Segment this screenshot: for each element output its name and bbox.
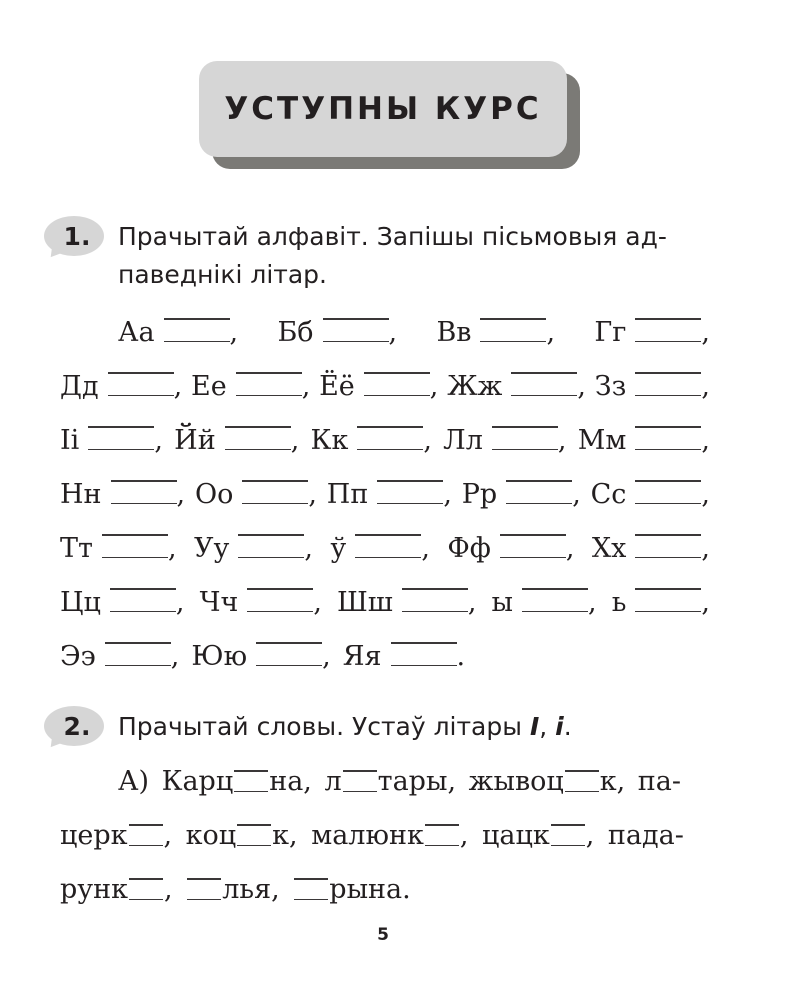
alphabet-item [60, 642, 179, 672]
handwriting-blank[interactable] [357, 426, 423, 450]
handwriting-blank[interactable] [111, 480, 177, 504]
separator: , [229, 317, 239, 348]
letter-pair: Рр [461, 479, 498, 510]
handwriting-blank[interactable] [110, 588, 176, 612]
alphabet-item [436, 318, 555, 348]
alphabet-item [330, 534, 429, 564]
letter-pair: Оо [194, 479, 234, 510]
separator: , [701, 371, 710, 402]
letter-gap-blank[interactable] [343, 770, 377, 792]
handwriting-blank[interactable] [105, 642, 171, 666]
alphabet-row [60, 524, 710, 564]
task-number-bubble-2 [44, 706, 104, 748]
handwriting-blank[interactable] [377, 480, 443, 504]
letter-comma: , [539, 712, 556, 741]
letter-pair: Хх [591, 533, 627, 564]
letter-pair: Пп [326, 479, 369, 510]
letter-pair: Яя [342, 641, 382, 672]
letter-pair: Сс [590, 479, 627, 510]
separator: , [421, 533, 430, 564]
separator: , [443, 479, 452, 510]
header-banner [199, 61, 567, 157]
separator: , [167, 533, 177, 564]
word-line [60, 816, 684, 856]
word-fragment: , коц [163, 820, 237, 851]
separator: , [154, 425, 163, 456]
handwriting-blank[interactable] [480, 318, 546, 342]
alphabet-item [462, 480, 581, 510]
word-fragment: рына. [329, 874, 411, 905]
word-fragment: , [164, 874, 187, 905]
separator: , [388, 317, 398, 348]
section-title: УСТУПНЫ КУРС [224, 91, 542, 127]
task1-instruction-line2: паведнікі літар. [118, 260, 327, 289]
task-number: 1. [63, 221, 91, 251]
alphabet-item [174, 426, 299, 456]
letter-pair: Дд [60, 371, 99, 402]
word-fragment: к, па- [599, 766, 682, 797]
alphabet-item [343, 642, 465, 672]
handwriting-blank[interactable] [635, 534, 701, 558]
letter-gap-blank[interactable] [187, 878, 221, 900]
separator: , [701, 479, 710, 510]
alphabet-item [447, 372, 586, 402]
separator: , [313, 587, 322, 618]
handwriting-blank[interactable] [102, 534, 168, 558]
separator: , [176, 479, 186, 510]
separator: , [572, 479, 581, 510]
separator: , [467, 587, 477, 618]
letter-gap-blank[interactable] [551, 824, 585, 846]
letter-pair: ь [611, 587, 627, 618]
alphabet-item [311, 426, 432, 456]
alphabet-row [60, 578, 710, 618]
word-fragment: , пада- [585, 820, 684, 851]
letter-pair: Кк [310, 425, 349, 456]
separator: , [701, 533, 710, 564]
handwriting-blank[interactable] [511, 372, 577, 396]
separator: , [557, 425, 567, 456]
word-line [60, 870, 411, 910]
letter-pair: ы [491, 587, 514, 618]
task2-instruction [118, 708, 572, 746]
handwriting-blank[interactable] [364, 372, 430, 396]
letter-pair: Ёё [319, 371, 355, 402]
alphabet-item [194, 534, 313, 564]
alphabet-item [447, 534, 574, 564]
handwriting-blank[interactable] [164, 318, 230, 342]
page-number: 5 [377, 925, 389, 945]
handwriting-blank[interactable] [236, 372, 302, 396]
alphabet-item [592, 534, 710, 564]
handwriting-blank[interactable] [506, 480, 572, 504]
task-number: 2. [63, 711, 91, 741]
alphabet-item [191, 642, 330, 672]
alphabet-row [60, 470, 710, 510]
letter-gap-blank[interactable] [565, 770, 599, 792]
alphabet-item [60, 426, 163, 456]
word-fragment: церк [60, 820, 128, 851]
letter-gap-blank[interactable] [294, 878, 328, 900]
word-fragment: А) Карц [118, 766, 234, 797]
word-fragment: тары, жывоц [377, 766, 564, 797]
alphabet-item [591, 480, 710, 510]
handwriting-blank[interactable] [635, 372, 701, 396]
alphabet-item [337, 588, 477, 618]
separator: , [304, 533, 313, 564]
handwriting-blank[interactable] [635, 480, 701, 504]
handwriting-blank[interactable] [492, 426, 558, 450]
alphabet-item [327, 480, 452, 510]
letter-pair: Лл [443, 425, 483, 456]
alphabet-item [118, 318, 238, 348]
letter-gap-blank[interactable] [129, 824, 163, 846]
separator: , [546, 317, 556, 348]
letter-lower-i: i [555, 712, 564, 741]
separator: , [701, 317, 710, 348]
handwriting-blank[interactable] [391, 642, 457, 666]
word-fragment: на, л [269, 766, 342, 797]
alphabet-item [191, 372, 310, 402]
separator: , [577, 371, 586, 402]
separator: . [456, 641, 466, 672]
handwriting-blank[interactable] [635, 318, 701, 342]
handwriting-blank[interactable] [323, 318, 389, 342]
task-number-bubble-1 [44, 216, 104, 258]
handwriting-blank[interactable] [635, 588, 701, 612]
letter-gap-blank[interactable] [234, 770, 268, 792]
alphabet-item [277, 318, 397, 348]
separator: , [423, 425, 432, 456]
separator: , [588, 587, 597, 618]
word-fragment: лья, [222, 874, 294, 905]
separator: , [170, 641, 180, 672]
instruction-period: . [563, 712, 572, 741]
letter-pair: Гг [594, 317, 627, 348]
letter-pair: Мм [577, 425, 627, 456]
letter-upper-i: I [529, 712, 540, 741]
handwriting-blank[interactable] [402, 588, 468, 612]
letter-pair: Юю [191, 641, 248, 672]
handwriting-blank[interactable] [88, 426, 154, 450]
separator: , [701, 425, 710, 456]
handwriting-blank[interactable] [242, 480, 308, 504]
handwriting-blank[interactable] [635, 426, 701, 450]
letter-pair: Йй [174, 425, 216, 456]
handwriting-blank[interactable] [522, 588, 588, 612]
letter-pair: Уу [193, 533, 230, 564]
word-fragment: рунк [60, 874, 129, 905]
letter-pair: Ээ [60, 641, 96, 672]
alphabet-item [612, 588, 710, 618]
letter-pair: Цц [60, 587, 101, 618]
word-line [118, 762, 681, 802]
letter-pair: Аа [118, 317, 155, 348]
alphabet-row [60, 632, 710, 672]
letter-pair: Іі [60, 425, 80, 456]
alphabet-item [594, 318, 710, 348]
letter-pair: Вв [436, 317, 472, 348]
letter-pair: Чч [199, 587, 239, 618]
letter-pair: Фф [447, 533, 491, 564]
alphabet-item [60, 534, 177, 564]
separator: , [322, 641, 331, 672]
letter-pair: Нн [60, 479, 102, 510]
alphabet-row [60, 362, 710, 402]
alphabet-item [60, 372, 182, 402]
alphabet-item [578, 426, 710, 456]
alphabet-item [200, 588, 322, 618]
alphabet-item [60, 588, 185, 618]
letter-pair: Ее [190, 371, 227, 402]
letter-gap-blank[interactable] [237, 824, 271, 846]
word-fragment: , цацк [459, 820, 550, 851]
letter-gap-blank[interactable] [129, 878, 163, 900]
alphabet-item [595, 372, 710, 402]
letter-pair: Жж [447, 371, 503, 402]
alphabet-item [443, 426, 566, 456]
alphabet-item [195, 480, 317, 510]
letter-pair: Зз [594, 371, 627, 402]
alphabet-item [492, 588, 597, 618]
separator: , [301, 371, 311, 402]
letter-pair: ў [330, 533, 347, 564]
letter-gap-blank[interactable] [425, 824, 459, 846]
alphabet-row [118, 308, 710, 348]
separator: , [701, 587, 710, 618]
separator: , [429, 371, 439, 402]
handwriting-blank[interactable] [225, 426, 291, 450]
task1-instruction-line1: Прачытай алфавіт. Запішы пісьмовыя ад- [118, 222, 667, 251]
handwriting-blank[interactable] [247, 588, 313, 612]
letter-pair: Бб [277, 317, 314, 348]
separator: , [290, 425, 300, 456]
letter-pair: Шш [336, 587, 393, 618]
alphabet-row [60, 416, 710, 456]
alphabet-item [319, 372, 438, 402]
separator: , [565, 533, 575, 564]
handwriting-blank[interactable] [500, 534, 566, 558]
handwriting-blank[interactable] [355, 534, 421, 558]
handwriting-blank[interactable] [108, 372, 174, 396]
handwriting-blank[interactable] [238, 534, 304, 558]
task2-instruction-text: Прачытай словы. Устаў літары [118, 712, 530, 741]
letter-pair: Тт [60, 533, 93, 564]
separator: , [308, 479, 317, 510]
alphabet-item [60, 480, 185, 510]
word-fragment: к, малюнк [272, 820, 424, 851]
handwriting-blank[interactable] [256, 642, 322, 666]
separator: , [173, 371, 183, 402]
separator: , [175, 587, 185, 618]
